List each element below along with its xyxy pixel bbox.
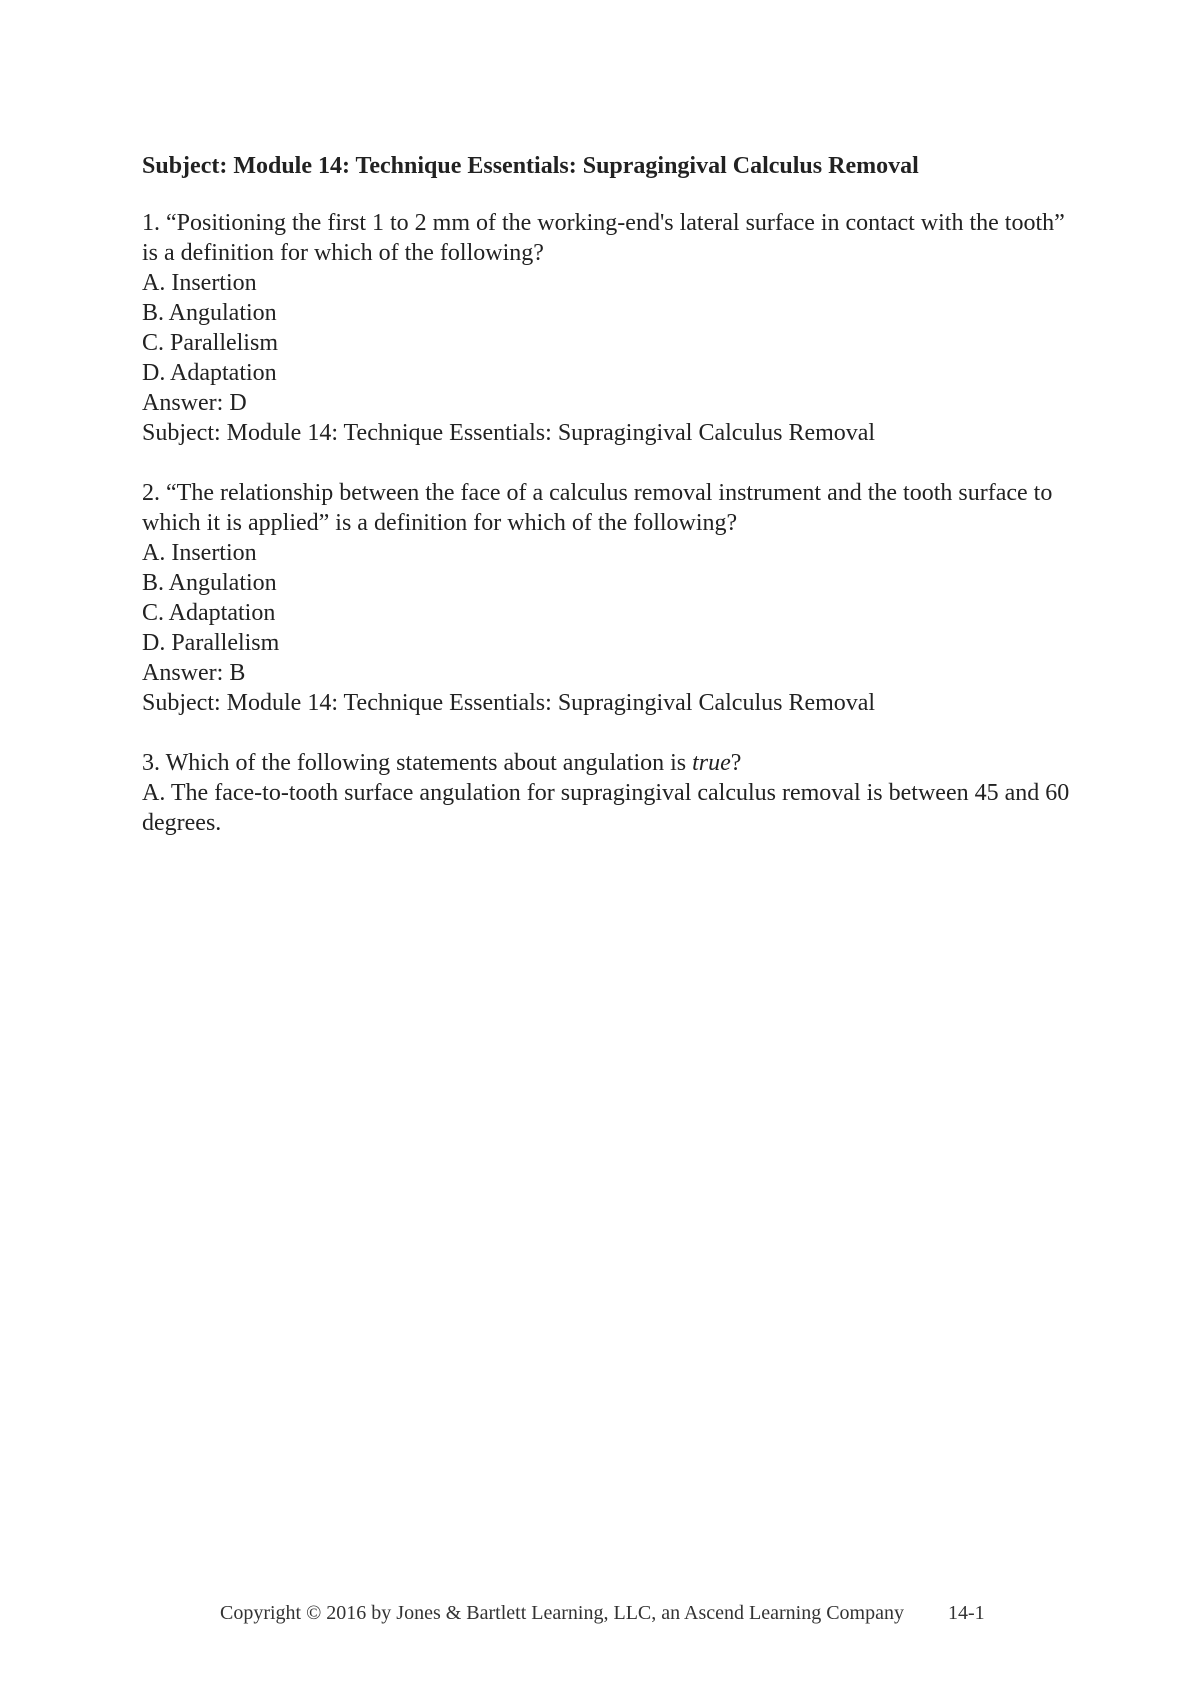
option-b: B. Angulation (142, 570, 277, 596)
stem-suffix: ? (730, 750, 742, 776)
question-subject: Subject: Module 14: Technique Essentials: Supragingival Calculus Removal (142, 690, 876, 716)
question-1 (142, 208, 1072, 448)
option-a: A. Insertion (142, 540, 257, 566)
option-b: B. Angulation (142, 300, 277, 326)
page-footer (220, 1600, 1020, 1626)
option-a: A. Insertion (142, 270, 257, 296)
option-a: A. The face-to-tooth surface angulation for supragingival calculus removal is between 45 and 60 degrees. (142, 780, 1070, 836)
page-number: 14-1 (948, 1602, 985, 1624)
answer: Answer: D (142, 390, 247, 416)
option-c: C. Adaptation (142, 600, 276, 626)
stem-emphasis: true (692, 750, 731, 776)
option-d: D. Adaptation (142, 360, 277, 386)
answer: Answer: B (142, 660, 246, 686)
question-stem: 2. “The relationship between the face of a calculus removal instrument and the tooth surface to which it is applied” is a definition for which of the following? (142, 480, 1053, 536)
page-heading: Subject: Module 14: Technique Essentials: Supragingival Calculus Removal (142, 153, 919, 179)
question-3 (142, 748, 1072, 838)
option-c: C. Parallelism (142, 330, 278, 356)
question-stem: 1. “Positioning the first 1 to 2 mm of the working-end's lateral surface in contact with the tooth” is a definition for which of the following? (142, 210, 1065, 266)
question-2 (142, 478, 1072, 718)
question-stem (142, 748, 1072, 778)
copyright-text: Copyright © 2016 by Jones & Bartlett Learning, LLC, an Ascend Learning Company (220, 1602, 904, 1624)
question-subject: Subject: Module 14: Technique Essentials: Supragingival Calculus Removal (142, 420, 876, 446)
document-page (142, 150, 1072, 868)
stem-prefix: 3. Which of the following statements about angulation is (142, 750, 693, 776)
option-d: D. Parallelism (142, 630, 280, 656)
